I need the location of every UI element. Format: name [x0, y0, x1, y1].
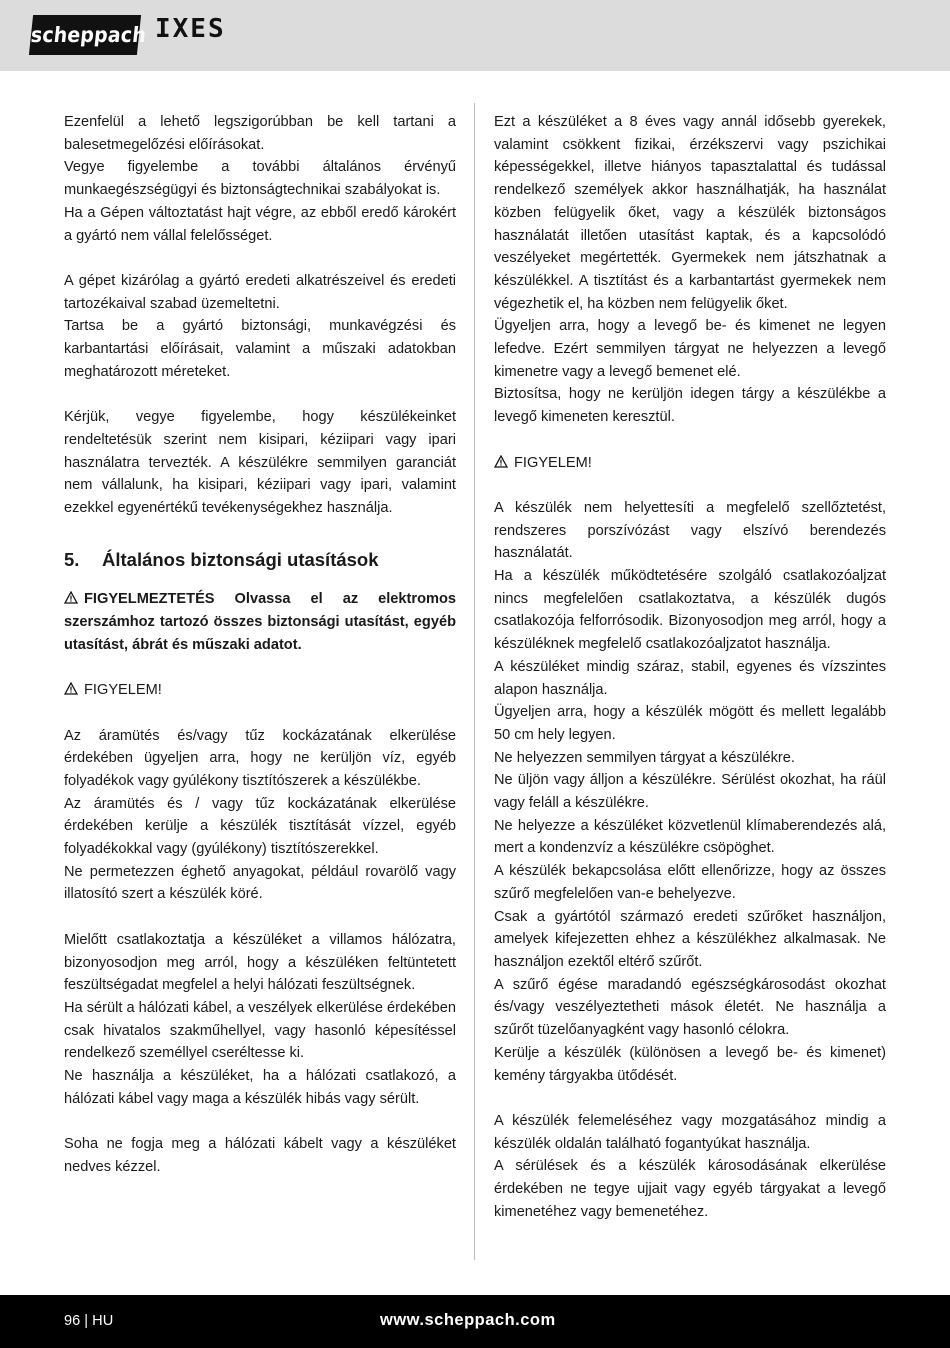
paragraph-spacer [64, 906, 456, 929]
warning-triangle-icon [64, 588, 78, 611]
page-number [64, 1311, 113, 1331]
warning-text: FIGYELEM! [84, 682, 162, 699]
body-paragraph: Csak a gyártótól származó eredeti szűrőket használjon, amelyek kifejezetten ehhez a készülékhez alkalmasak. Ne használjon ezektől eltérő szűrőt. [494, 908, 886, 970]
body-paragraph: Soha ne fogja meg a hálózati kábelt vagy a készüléket nedves kézzel. [64, 1136, 456, 1175]
website-url: www.scheppach.com [380, 1311, 556, 1329]
body-paragraph: Az áramütés és / vagy tűz kockázatának elkerülése érdekében kerülje a készülék tisztítását vízzel, egyéb folyadékokkal vagy (gyúlékony) tisztítószerekkel. [64, 795, 456, 858]
body-paragraph: A sérülések és a készülék károsodásának elkerülése érdekében ne tegye ujjait vagy egyéb tárgyakat a levegő kimenetéhez vagy bemenetéhez. [494, 1158, 886, 1220]
body-paragraph: Az áramütés és/vagy tűz kockázatának elkerülése érdekében ügyeljen arra, hogy ne kerüljön víz, egyéb folyadékok vagy gyúlékony tisztítószerek a készülékbe. [64, 727, 456, 789]
body-paragraph: Biztosítsa, hogy ne kerüljön idegen tárgy a készülékbe a levegő kimeneten keresztül. [494, 386, 886, 426]
page-number-separator: | [84, 1313, 93, 1329]
language-code: HU [92, 1313, 114, 1329]
body-paragraph: Ne helyezzen semmilyen tárgyat a készülékre. [494, 749, 795, 766]
body-paragraph: A készülék nem helyettesíti a megfelelő szellőztetést, rendszeres porszívózást vagy elszívó berendezés használatát. [494, 499, 886, 562]
body-paragraph: Ha a készülék működtetésére szolgáló csatlakozóaljzat nincs megfelelően csatlakoztatva, a készülék dugós csatlakozója felforrósodik. Bizonyosodjon meg arról, hogy a készüléknek megfelelő csatlakozóaljzatot használja. [494, 568, 886, 653]
section-heading [64, 548, 456, 572]
warning-notice [64, 588, 456, 656]
page-header [0, 0, 950, 71]
paragraph-spacer [494, 1087, 886, 1110]
warning-notice [494, 452, 886, 475]
warning-triangle-icon [494, 452, 508, 475]
right-text-column [494, 111, 886, 1223]
page-footer [0, 1295, 950, 1348]
left-text-column [64, 111, 456, 1179]
paragraph-spacer [64, 383, 456, 406]
paragraph-spacer [64, 1110, 456, 1133]
body-paragraph: Mielőtt csatlakoztatja a készüléket a villamos hálózatra, bizonyosodjon meg arról, hogy a készüléken feltüntetett feszültségadat megfelel a helyi hálózati feszültségnek. [64, 931, 456, 994]
paragraph-spacer [64, 520, 456, 543]
body-paragraph: Ezt a készüléket a 8 éves vagy annál idősebb gyerekek, valamint csökkent fizikai, érzékszervi vagy pszichikai képességekkel, illetve hiányos tapasztalattal és tudással rendelkező személyek akkor használhatják, ha használat közben felügyelik őket, vagy a készülék biztonságos használatát illetően utasítást kaptak, és a kapcsolódó veszélyeket megértették. Gyermekek nem játszhatnak a készülékkel. A tisztítást és a karbantartást gyermekek nem végezhetik el, ha közben nem felügyelik őket. [494, 114, 886, 312]
body-paragraph: Ügyeljen arra, hogy a levegő be- és kimenet ne legyen lefedve. Ezért semmilyen tárgyat ne helyezzen a levegő kimenetre vagy a levegő bemenet elé. [494, 318, 886, 380]
scheppach-logo: scheppach [29, 15, 141, 55]
page-number-value: 96 [64, 1313, 81, 1329]
body-paragraph: Kerülje a készülék (különösen a levegő be- és kimenet) kemény tárgyakba ütődését. [494, 1044, 886, 1084]
body-paragraph: Ha sérült a hálózati kábel, a veszélyek elkerülése érdekében csak hivatalos szakműhellyel, vagy hasonló képesítéssel rendelkező személlyel cseréltesse ki. [64, 999, 456, 1062]
ixes-brand-logo: IXES [155, 14, 226, 44]
warning-notice [64, 679, 456, 702]
paragraph-spacer [64, 247, 456, 270]
warning-triangle-icon [64, 679, 78, 702]
column-divider [474, 103, 475, 1260]
body-paragraph: Tartsa be a gyártó biztonsági, munkavégzési és karbantartási előírásait, valamint a műszaki adatokban meghatározott méreteket. [64, 318, 456, 380]
paragraph-spacer [64, 702, 456, 725]
body-paragraph: A szűrő égése maradandó egészségkárosodást okozhat és/vagy veszélyeztetheti mások életét. Ne használja a szűrőt tüzelőanyagként vagy hasonló célokra. [494, 976, 886, 1039]
body-paragraph: A gépet kizárólag a gyártó eredeti alkatrészeivel és eredeti tartozékaival szabad üzemeltetni. [64, 272, 456, 312]
body-paragraph: A készüléket mindig száraz, stabil, egyenes és vízszintes alapon használja. [494, 658, 886, 698]
body-paragraph: Ne használja a készüléket, ha a hálózati csatlakozó, a hálózati kábel vagy maga a készülék hibás vagy sérült. [64, 1068, 456, 1107]
body-paragraph: Ezenfelül a lehető legszigorúbban be kell tartani a balesetmegelőzési előírásokat. [64, 114, 456, 153]
paragraph-spacer [494, 474, 886, 497]
warning-text: FIGYELEM! [514, 454, 592, 471]
section-title: Általános biztonsági utasítások [102, 549, 379, 571]
warning-text: FIGYELMEZTETÉS Olvassa el az elektromos szerszámhoz tartozó összes biztonsági utasítást, egyéb utasítást, ábrát és műszaki adatot. [64, 591, 456, 653]
body-paragraph: A készülék bekapcsolása előtt ellenőrizze, hogy az összes szűrő megfelelően van-e behelyezve. [494, 863, 886, 902]
body-paragraph: Ha a Gépen változtatást hajt végre, az ebből eredő károkért a gyártó nem vállal felelősséget. [64, 204, 456, 244]
body-paragraph: Ne üljön vagy álljon a készülékre. Sérülést okozhat, ha ráül vagy feláll a készülékre. [494, 772, 886, 812]
body-paragraph: Ne helyezze a készüléket közvetlenül klímaberendezés alá, mert a kondenzvíz a készülékre csöpöghet. [494, 817, 886, 857]
paragraph-spacer [64, 656, 456, 679]
body-paragraph: Kérjük, vegye figyelembe, hogy készülékeinket rendeltetésük szerint nem kisipari, kéziipari vagy ipari használatra tervezték. A készülékre semmilyen garanciát nem vállalunk, ha kisipari, kéziipari vagy ipari, valamint ezekkel egyenértékű tevékenységekhez használja. [64, 409, 456, 516]
section-number: 5. [64, 549, 80, 571]
body-paragraph: Vegye figyelembe a további általános érvényű munkaegészségügyi és biztonságtechnikai szabályokat is. [64, 159, 456, 199]
paragraph-spacer [494, 429, 886, 452]
body-paragraph: Ügyeljen arra, hogy a készülék mögött és mellett legalább 50 cm hely legyen. [494, 704, 886, 743]
body-paragraph: Ne permetezzen éghető anyagokat, például rovarölő vagy illatosító szert a készülék köré. [64, 863, 456, 903]
body-paragraph: A készülék felemeléséhez vagy mozgatásához mindig a készülék oldalán található fogantyúkat használja. [494, 1112, 886, 1152]
